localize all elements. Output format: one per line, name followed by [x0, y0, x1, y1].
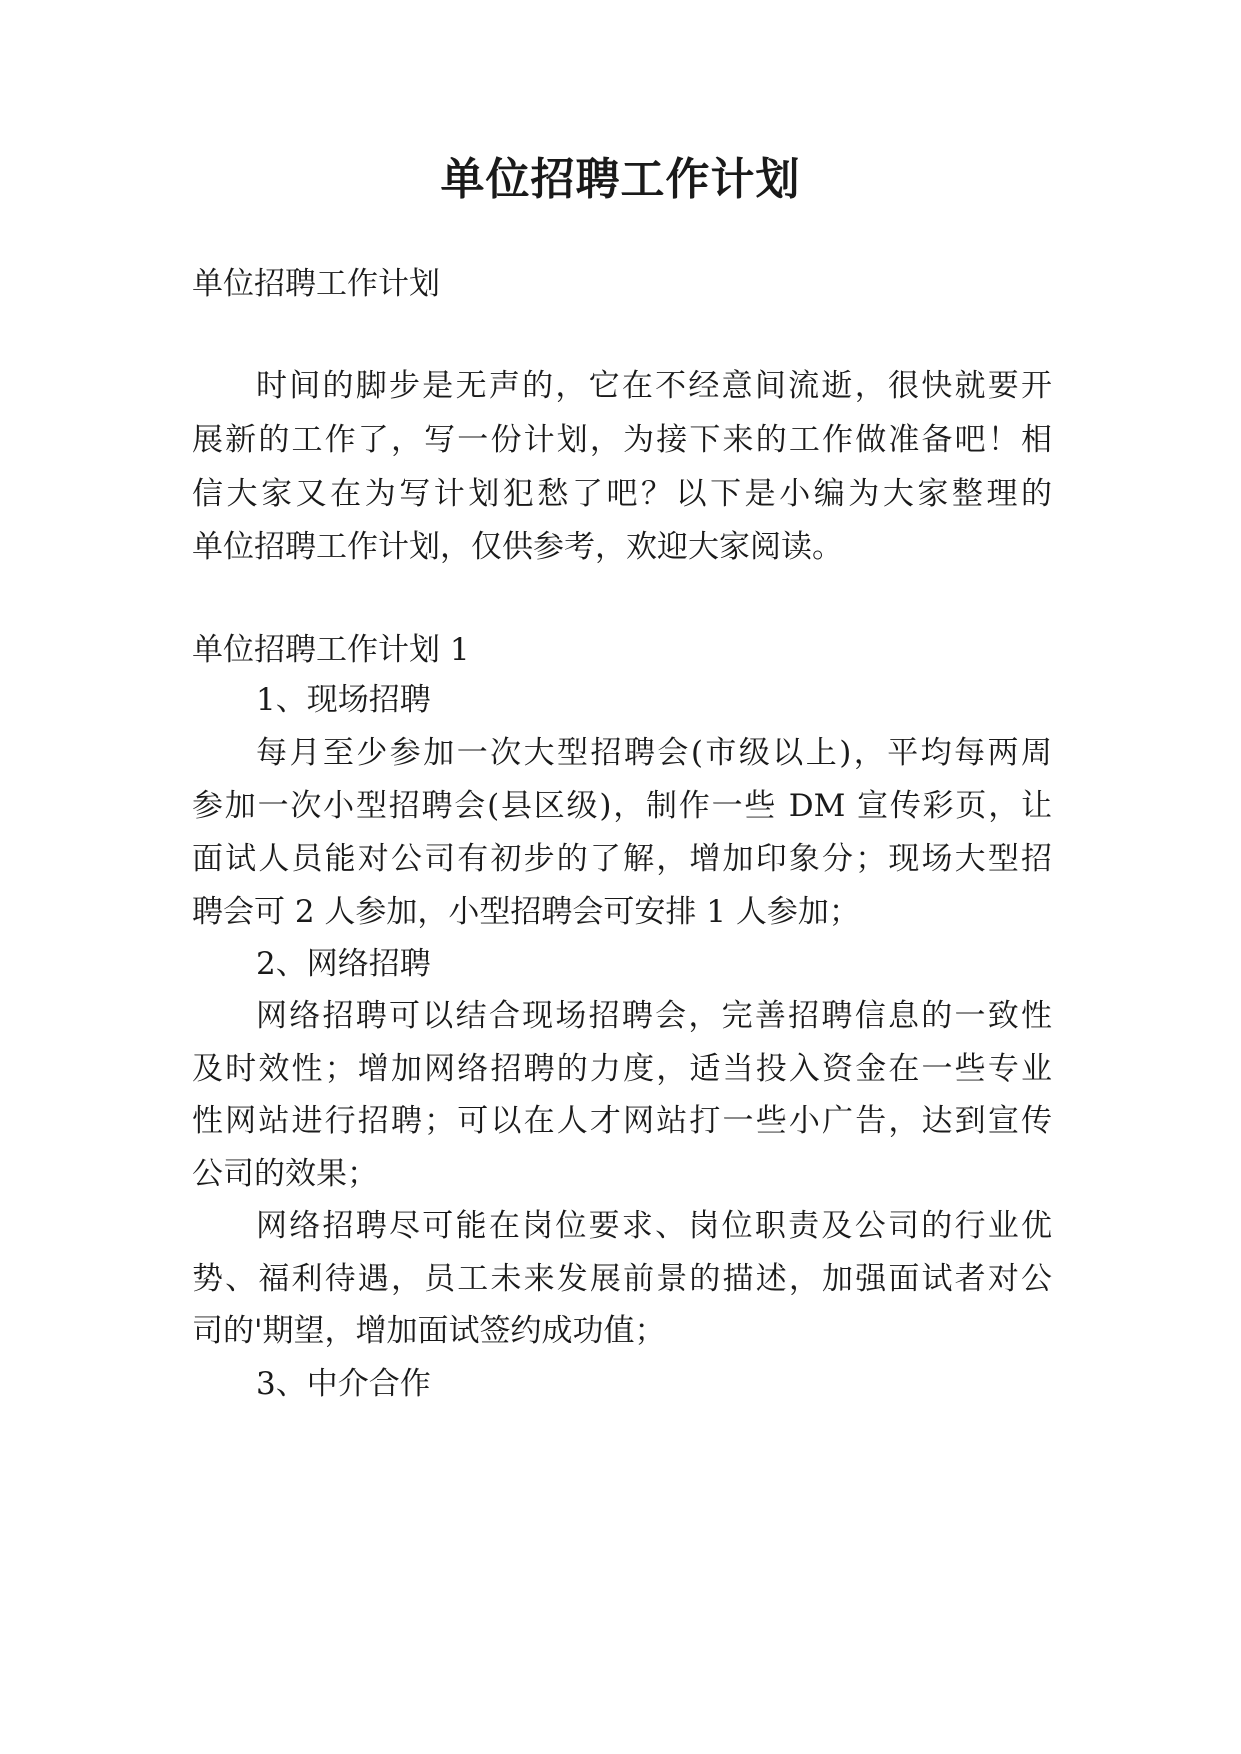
intro-line-1: 时间的脚步是无声的，它在不经意间流逝，很快就要开	[256, 368, 1052, 404]
document-title: 单位招聘工作计划	[440, 154, 801, 205]
item-heading-2: 2、网络招聘	[256, 946, 431, 982]
intro-line-3: 信大家又在为写计划犯愁了吧？以下是小编为大家整理的	[192, 476, 1052, 512]
item1-line-2: 参加一次小型招聘会(县区级)，制作一些 DM 宣传彩页，让	[192, 788, 1052, 824]
item2-p1-line-3: 性网站进行招聘；可以在人才网站打一些小广告，达到宣传	[192, 1103, 1052, 1139]
item2-p1-line-4: 公司的效果；	[192, 1156, 378, 1192]
intro-line-2: 展新的工作了，写一份计划，为接下来的工作做准备吧！相	[192, 422, 1052, 458]
item1-line-1: 每月至少参加一次大型招聘会(市级以上)，平均每两周	[256, 735, 1052, 771]
section-heading: 单位招聘工作计划 1	[192, 632, 470, 668]
item-heading-1: 1、现场招聘	[256, 682, 431, 718]
item-heading-3: 3、中介合作	[256, 1366, 431, 1402]
intro-line-4: 单位招聘工作计划，仅供参考，欢迎大家阅读。	[192, 529, 843, 565]
item2-p2-line-2: 势、福利待遇，员工未来发展前景的描述，加强面试者对公	[192, 1261, 1052, 1297]
item2-p2-line-1: 网络招聘尽可能在岗位要求、岗位职责及公司的行业优	[256, 1208, 1052, 1244]
item2-p2-line-3: 司的'期望，增加面试签约成功值；	[192, 1313, 666, 1349]
item2-p1-line-1: 网络招聘可以结合现场招聘会，完善招聘信息的一致性	[256, 998, 1052, 1034]
item1-line-3: 面试人员能对公司有初步的了解，增加印象分；现场大型招	[192, 841, 1052, 877]
item2-p1-line-2: 及时效性；增加网络招聘的力度，适当投入资金在一些专业	[192, 1051, 1052, 1087]
item1-line-4: 聘会可 2 人参加，小型招聘会可安排 1 人参加；	[192, 894, 860, 930]
document-subtitle: 单位招聘工作计划	[192, 266, 440, 302]
